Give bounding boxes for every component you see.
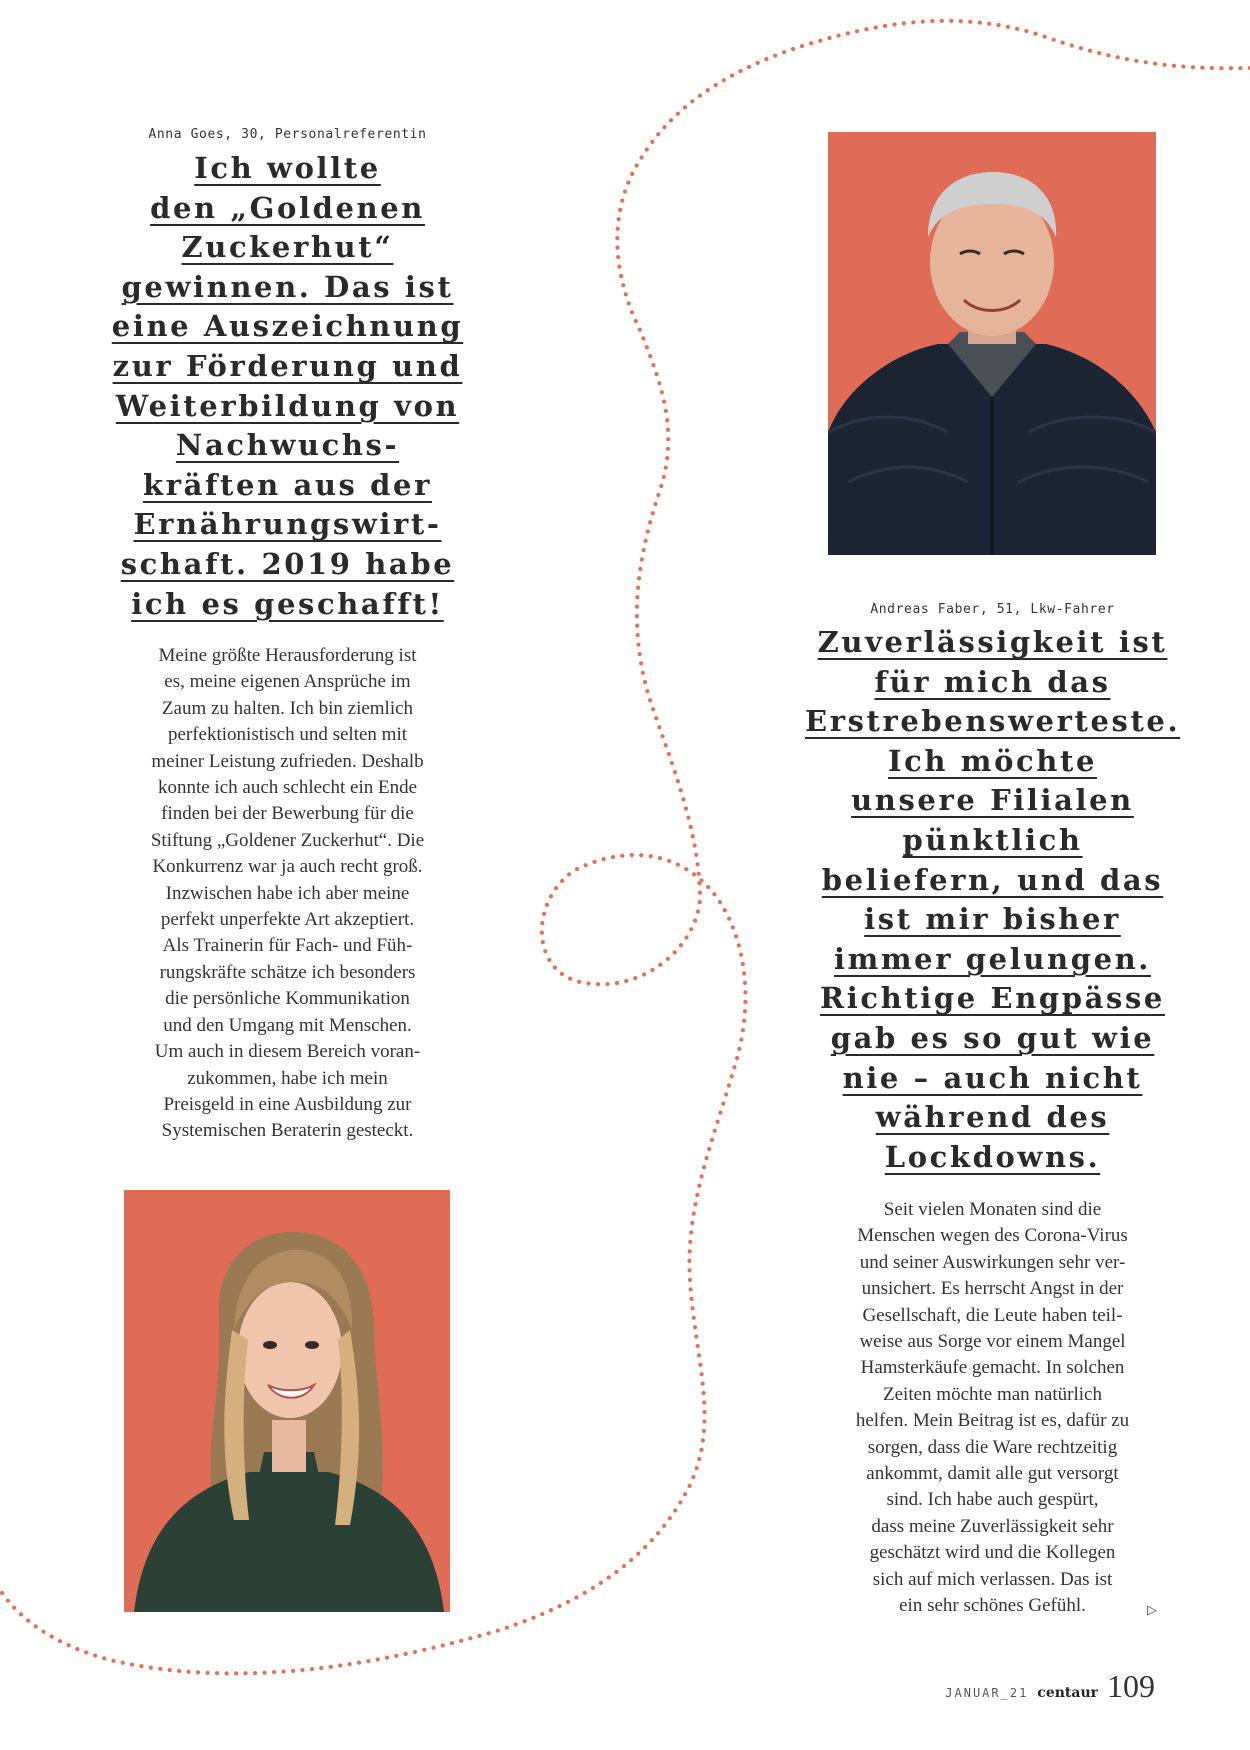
body-line: Menschen wegen des Corona-Virus [857, 1225, 1128, 1247]
portrait-photo-anna [124, 1190, 450, 1612]
headline-line: während des [875, 1100, 1110, 1135]
body-line: Inzwischen habe ich aber meine [165, 882, 410, 904]
brand-logo: centaur [1037, 1685, 1098, 1701]
woman-portrait-illustration [124, 1190, 450, 1612]
headline-line: nie – auch nicht [842, 1060, 1143, 1095]
right-caption: Andreas Faber, 51, Lkw-Fahrer [870, 602, 1115, 617]
body-line: meiner Leistung zufrieden. Deshalb [151, 750, 424, 772]
body-line: weise aus Sorge vor einem Mangel [859, 1331, 1126, 1353]
right-body-text [810, 1197, 1175, 1620]
body-line: konnte ich auch schlecht ein Ende [157, 777, 418, 799]
body-line: Hamsterkäufe gemacht. In solchen [860, 1357, 1125, 1379]
continue-arrow-icon: ▷ [1147, 1603, 1157, 1618]
headline-line: beliefern, und das [821, 862, 1164, 897]
body-line: und den Umgang mit Menschen. [163, 1014, 412, 1036]
headline-line: Zuverlässigkeit ist [817, 625, 1168, 659]
headline-line: Weiterbildung von [115, 388, 460, 423]
headline-line: pünktlich [902, 822, 1083, 857]
body-line: finden bei der Bewerbung für die [161, 803, 414, 825]
body-line: Seit vielen Monaten sind die [883, 1199, 1102, 1220]
left-headline [90, 149, 485, 624]
body-line: Preisgeld in eine Ausbildung zur [163, 1093, 412, 1115]
headline-line: unsere Filialen [851, 783, 1134, 818]
body-line: unsichert. Es herrscht Angst in der [861, 1278, 1124, 1300]
body-line: ein sehr schönes Gefühl. [899, 1595, 1086, 1617]
page-number: 109 [1107, 1668, 1155, 1704]
body-line: Meine größte Herausforderung ist [158, 645, 417, 666]
body-line: Zaum zu halten. Ich bin ziemlich [161, 697, 414, 719]
headline-line: kräften aus der [143, 467, 432, 502]
headline-line: ist mir bisher [864, 902, 1121, 937]
body-line: Stiftung „Goldener Zuckerhut“. Die [150, 829, 425, 851]
body-line: geschätzt wird und die Kollegen [869, 1542, 1116, 1564]
headline-line: Lockdowns. [884, 1139, 1101, 1174]
headline-line: für mich das [874, 664, 1111, 699]
headline-line: immer gelungen. [833, 941, 1152, 976]
headline-line: ich es geschafft! [131, 586, 444, 621]
body-line: ankommt, damit alle gut versorgt [866, 1463, 1119, 1485]
issue-label: JANUAR_21 [945, 1686, 1029, 1700]
body-line: sich auf mich verlassen. Das ist [872, 1568, 1113, 1590]
page-footer [945, 1668, 1155, 1705]
body-line: sind. Ich habe auch gespürt, [886, 1489, 1099, 1511]
body-line: Um auch in diesem Bereich voran- [154, 1041, 421, 1063]
portrait-photo-andreas [828, 132, 1156, 555]
headline-line: gab es so gut wie [830, 1020, 1155, 1055]
right-headline [805, 623, 1180, 1177]
body-line: Zeiten möchte man natürlich [883, 1383, 1102, 1405]
body-line: und seiner Auswirkungen sehr ver- [859, 1251, 1126, 1273]
body-line: perfektionistisch und selten mit [167, 724, 408, 746]
headline-line: eine Auszeichnung [111, 309, 464, 344]
body-line: dass meine Zuverlässigkeit sehr [871, 1515, 1114, 1537]
body-line: zukommen, habe ich mein [187, 1067, 388, 1089]
body-line: perfekt unperfekte Art akzeptiert. [160, 909, 415, 931]
headline-line: den „Goldenen [150, 190, 425, 225]
body-line: es, meine eigenen Ansprüche im [164, 671, 411, 693]
left-body-text [100, 643, 475, 1145]
body-line: Systemischen Beraterin gesteckt. [161, 1120, 414, 1142]
headline-line: Ernährungswirt- [133, 507, 442, 542]
left-caption: Anna Goes, 30, Personalreferentin [148, 127, 427, 142]
body-line: helfen. Mein Beitrag ist es, dafür zu [855, 1410, 1130, 1432]
headline-line: Zuckerhut“ [181, 230, 394, 265]
body-line: Als Trainerin für Fach- und Füh- [162, 935, 413, 957]
headline-line: Nachwuchs- [175, 428, 400, 463]
headline-line: zur Förderung und [112, 348, 463, 383]
body-line: sorgen, dass die Ware rechtzeitig [867, 1436, 1118, 1458]
headline-line: schaft. 2019 habe [120, 546, 455, 581]
man-portrait-illustration [828, 132, 1156, 555]
headline-line: Ich möchte [887, 743, 1098, 778]
headline-line: Erstrebenswerteste. [805, 704, 1181, 739]
headline-line: gewinnen. Das ist [121, 269, 454, 304]
headline-line: Ich wollte [194, 151, 381, 185]
body-line: die persönliche Kommunikation [165, 988, 410, 1010]
body-line: rungskräfte schätze ich besonders [159, 961, 416, 983]
body-line: Gesellschaft, die Leute haben teil- [862, 1304, 1123, 1326]
headline-line: Richtige Engpässe [820, 981, 1165, 1016]
body-line: Konkurrenz war ja auch recht groß. [152, 856, 423, 878]
